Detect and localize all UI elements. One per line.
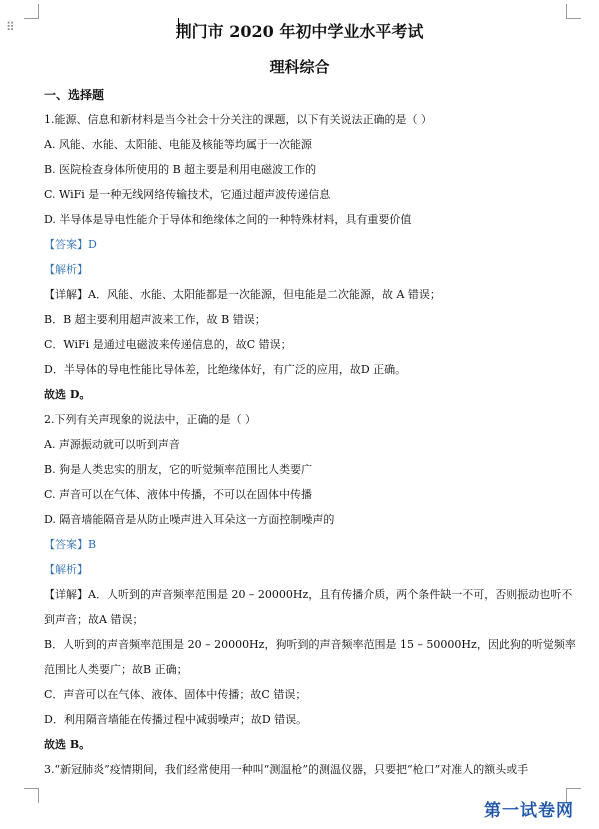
watermark-logo: 第一试卷网 [484, 801, 574, 821]
question-3-stem: 3.“新冠肺炎”疫情期间，我们经常使用一种叫“测温枪”的测温仪器，只要把“枪口”对准人的额头或手 [44, 763, 529, 776]
q2-option-a: A. 声源振动就可以听到声音 [44, 438, 180, 451]
q2-detail-a: 【详解】A．人听到的声音频率范围是 20 – 20000Hz，且有传播介质，两个条件缺一不可，否则振动也听不 [44, 588, 573, 601]
q1-detail-a: 【详解】A．风能、水能、太阳能都是一次能源，但电能是二次能源，故 A 错误； [44, 288, 441, 301]
q1-option-d: D. 半导体是导电性能介于导体和绝缘体之间的一种特殊材料，具有重要价值 [44, 213, 412, 226]
q2-detail-b: B．人听到的声音频率范围是 20 – 20000Hz，狗听到的声音频率范围是 15 – 50000Hz，因此狗的听觉频率 [44, 638, 576, 651]
q2-detail-a-cont: 到声音；故A 错误； [44, 613, 144, 626]
corner-mark-top-left [24, 4, 39, 19]
q2-detail-c: C．声音可以在气体、液体、固体中传播；故C 错误； [44, 688, 307, 701]
q1-conclusion: 故选 D。 [44, 388, 91, 401]
q1-detail-b: B．B 超主要利用超声波来工作，故 B 错误； [44, 313, 266, 326]
q1-answer: 【答案】D [44, 238, 97, 251]
corner-mark-top-right [566, 4, 581, 19]
page-subtitle: 理科综合 [269, 58, 330, 76]
q1-analysis-label: 【解析】 [44, 263, 88, 276]
q1-option-a: A. 风能、水能、太阳能、电能及核能等均属于一次能源 [44, 138, 312, 151]
corner-mark-bottom-left [24, 788, 39, 803]
q2-analysis-label: 【解析】 [44, 563, 88, 576]
page-title: 荆门市 2020 年初中学业水平考试 [175, 22, 424, 41]
section-heading: 一、选择题 [44, 88, 105, 102]
question-2-stem: 2.下列有关声现象的说法中，正确的是（ ） [44, 413, 256, 426]
q2-option-c: C. 声音可以在气体、液体中传播，不可以在固体中传播 [44, 488, 313, 501]
q2-option-b: B. 狗是人类忠实的朋友，它的听觉频率范围比人类要广 [44, 463, 313, 476]
drag-handle-icon[interactable]: ⠿ [6, 20, 16, 34]
q2-detail-b-cont: 范围比人类要广；故B 正确； [44, 663, 188, 676]
q1-detail-c: C．WiFi 是通过电磁波来传递信息的，故C 错误； [44, 338, 292, 351]
q2-option-d: D. 隔音墙能隔音是从防止噪声进入耳朵这一方面控制噪声的 [44, 513, 335, 526]
q2-conclusion: 故选 B。 [44, 738, 91, 751]
q2-answer: 【答案】B [44, 538, 97, 551]
q1-detail-d: D．半导体的导电性能比导体差，比绝缘体好，有广泛的应用，故D 正确。 [44, 363, 407, 376]
q1-option-c: C. WiFi 是一种无线网络传输技术，它通过超声波传递信息 [44, 188, 331, 201]
question-1-stem: 1.能源、信息和新材料是当今社会十分关注的课题，以下有关说法正确的是（ ） [44, 113, 432, 126]
q1-option-b: B. 医院检查身体所使用的 B 超主要是利用电磁波工作的 [44, 163, 317, 176]
q2-detail-d: D．利用隔音墙能在传播过程中减弱噪声；故D 错误。 [44, 713, 308, 726]
